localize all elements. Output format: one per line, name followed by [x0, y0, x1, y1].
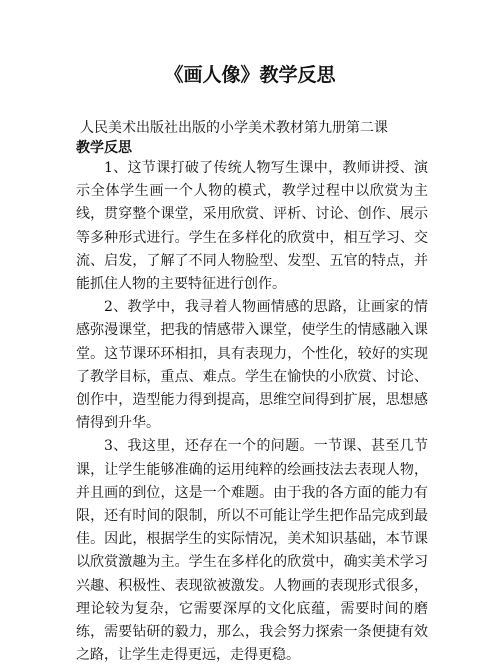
paragraph-2: 2、教学中，我寻着人物画情感的思路，让画家的情感弥漫课堂，把我的情感带入课堂，使学生的情感融入课堂。这节课环环相扣，具有表现力，个性化，较好的实现了教学目标，重点、难点。学生在愉快的小欣赏、讨论、创作中，造型能力得到提高，思维空间得到扩展，思想感情得到升华。: [76, 299, 428, 432]
document-title: 《画人像》教学反思: [164, 64, 336, 86]
document-subtitle: 人民美术出版社出版的小学美术教材第九册第二课: [80, 120, 388, 136]
section-heading: 教学反思: [76, 140, 132, 156]
paragraph-1: 1、这节课打破了传统人物写生课中，教师讲授、演示全体学生画一个人物的模式，教学过程中以欣赏为主线，贯穿整个课堂，采用欣赏、评析、讨论、创作、展示等多种形式进行。学生在多样化的欣赏中，相互学习、交流、启发，了解了不同人物脸型、发型、五官的特点，并能抓住人物的主要特征进行创作。: [76, 160, 428, 293]
paragraph-3: 3、我这里，还存在一个的问题。一节课、甚至几节课，让学生能够准确的运用纯粹的绘画技法去表现人物，并且画的到位，这是一个难题。由于我的各方面的能力有限，还有时间的限制，所以不可能让学生把作品完成到最佳。因此，根据学生的实际情况，美术知识基础，本节课以欣赏激趣为主。学生在多样化的欣赏中，确实美术学习兴趣、积极性、表现欲被激发。人物画的表现形式很多，理论较为复杂，它需要深厚的文化底蕴，需要时间的磨练，需要钻研的毅力，那么，我会努力探索一条便捷有效之路，让学生走得更远，走得更稳。: [76, 438, 428, 664]
body-text: [76, 157, 428, 667]
